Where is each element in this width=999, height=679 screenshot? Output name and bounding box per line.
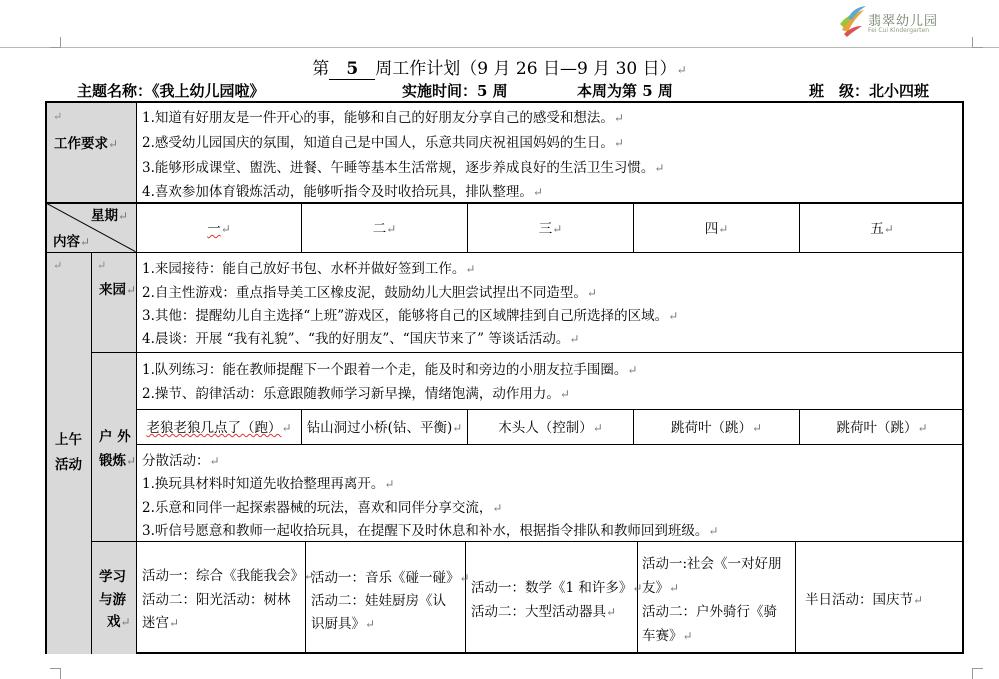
scatter-activity-title: 分散活动：↵: [142, 453, 220, 469]
page-corner-mark: [50, 37, 61, 48]
study-activity-thu: 活动二：户外骑行《骑: [642, 604, 777, 620]
outdoor-label: 户 外: [99, 429, 131, 445]
study-activity-thu: 友》↵: [642, 580, 680, 596]
arrival-label: 来园↵: [99, 282, 137, 298]
paragraph-mark-icon: ↵: [53, 259, 63, 272]
row-divider: [92, 352, 964, 353]
col-divider: [637, 542, 638, 654]
arrival-item: 4.晨谈：开展 “我有礼貌”、“我的好朋友”、“国庆节来了” 等谈话活动。↵: [142, 331, 580, 347]
logo-subtitle: Fei Cui Kindergarten: [868, 27, 930, 34]
duration: 实施时间：5 周: [402, 82, 508, 100]
work-requirement-item: 2.感受幼儿园国庆的氛围，知道自己是中国人，乐意共同庆祝祖国妈妈的生日。↵: [142, 135, 624, 151]
header-rule: [0, 47, 999, 48]
daily-outdoor-game-wed: 木头人（控制）↵: [498, 420, 603, 436]
weekly-plan-table: [45, 101, 964, 654]
arrival-item: 2.自主性游戏：重点指导美工区橡皮泥，鼓励幼儿大胆尝试捏出不同造型。↵: [142, 285, 597, 301]
content-label: 内容↵: [53, 234, 91, 250]
study-activity-mon: 活动一：综合《我能我会》↵: [142, 568, 315, 584]
study-activity-thu: 活动一:社会《一对好朋: [642, 556, 782, 572]
arrival-item: 3.其他：提醒幼儿自主选择“上班”游戏区，能够将自己的区域牌挂到自己所选择的区域。↵: [142, 308, 679, 324]
paragraph-mark-icon: ↵: [53, 110, 63, 123]
day-header-thu: 四↵: [704, 221, 729, 237]
class-name: 班 级：北小四班: [809, 82, 930, 100]
scatter-activity-item: 2.乐意和同伴一起探索器械的玩法，喜欢和同伴分享交流，↵: [142, 500, 503, 516]
daily-outdoor-game-mon: 老狼老狼几点了（跑）↵: [146, 420, 292, 436]
study-activity-tue: 识厨具》↵: [311, 616, 376, 632]
day-header-wed: 三↵: [538, 221, 563, 237]
morning-label: 活动: [55, 457, 82, 473]
outdoor-item: 2.操节、韵律活动：乐意跟随教师学习新早操，情绪饱满，动作用力。↵: [142, 386, 570, 402]
daily-outdoor-game-thu: 跳荷叶（跳）↵: [670, 420, 763, 436]
row-divider: [47, 202, 964, 204]
arrival-item: 1.来园接待：能自己放好书包、水杯并做好签到工作。↵: [142, 261, 476, 277]
paragraph-mark-icon: ↵: [676, 63, 687, 77]
leaf-logo-icon: [838, 4, 868, 38]
outdoor-item: 1.队列练习：能在教师提醒下一个跟着一个走，能及时和旁边的小朋友拉手围圈。↵: [142, 362, 638, 378]
page-corner-mark: [50, 668, 61, 679]
col-divider: [136, 103, 137, 654]
row-divider: [136, 444, 964, 445]
work-requirement-item: 3.能够形成课堂、盥洗、进餐、午睡等基本生活常规，逐步养成良好的生活卫生习惯。↵: [142, 160, 665, 176]
work-requirements-label: 工作要求↵: [54, 136, 119, 152]
logo-name: 翡翠幼儿园: [868, 14, 939, 29]
row-divider: [47, 252, 964, 253]
day-header-fri: 五↵: [870, 221, 894, 237]
study-play-label: 与游: [99, 592, 126, 608]
study-activity-thu: 车赛》↵: [642, 628, 693, 644]
page-corner-mark: [972, 668, 983, 679]
study-activity-fri: 半日活动：国庆节↵: [805, 592, 924, 608]
study-activity-wed: 活动一：数学《1 和许多》↵: [471, 580, 643, 596]
scatter-activity-item: 1.换玩具材料时知道先收拾整理再离开。↵: [142, 476, 395, 492]
page-title: 第 5 周工作计划（9 月 26 日—9 月 30 日）↵: [312, 59, 687, 79]
col-divider: [91, 253, 92, 654]
study-activity-mon: 活动二：阳光活动：树林: [142, 592, 291, 608]
col-divider: [795, 542, 796, 654]
day-header-tue: 二↵: [372, 221, 397, 237]
study-play-label: 学习: [99, 569, 126, 585]
theme-name: 主题名称：《我上幼儿园啦》: [77, 82, 265, 100]
work-requirement-item: 4.喜欢参加体育锻炼活动，能够听指令及时收拾玩具，排队整理。↵: [142, 184, 543, 200]
outdoor-label: 锻炼↵: [99, 453, 137, 469]
current-week: 本周为第 5 周: [577, 82, 673, 100]
study-activity-wed: 活动二：大型活动器具↵: [471, 604, 617, 620]
study-activity-tue: 活动一：音乐《碰一碰》↵: [311, 570, 470, 586]
kindergarten-logo: [838, 2, 968, 38]
study-play-label: 戏↵: [107, 614, 131, 630]
paragraph-mark-icon: ↵: [97, 259, 107, 272]
day-header-mon: 一↵: [207, 221, 231, 237]
row-divider: [92, 541, 964, 542]
morning-label: 上午: [55, 432, 82, 448]
page-corner-mark: [972, 37, 983, 48]
work-requirement-item: 1.知道有好朋友是一件开心的事，能够和自己的好朋友分享自己的感受和想法。↵: [142, 110, 624, 126]
weekday-label: 星期↵: [91, 208, 129, 224]
row-divider: [136, 409, 964, 410]
col-divider: [465, 542, 466, 654]
col-divider: [305, 542, 306, 654]
label-cell-bg: [47, 253, 91, 654]
study-activity-mon: 迷宫↵: [142, 615, 180, 631]
week-number: 5: [329, 59, 375, 80]
study-activity-tue: 活动二：娃娃厨房《认: [311, 593, 446, 609]
daily-outdoor-game-tue: 钻山洞过小桥(钻、平衡)↵: [306, 420, 463, 436]
daily-outdoor-game-fri: 跳荷叶（跳）↵: [836, 420, 928, 436]
scatter-activity-item: 3.听信号愿意和教师一起收拾玩具，在提醒下及时休息和补水，根据指令排队和教师回到班级。↵: [142, 523, 719, 539]
